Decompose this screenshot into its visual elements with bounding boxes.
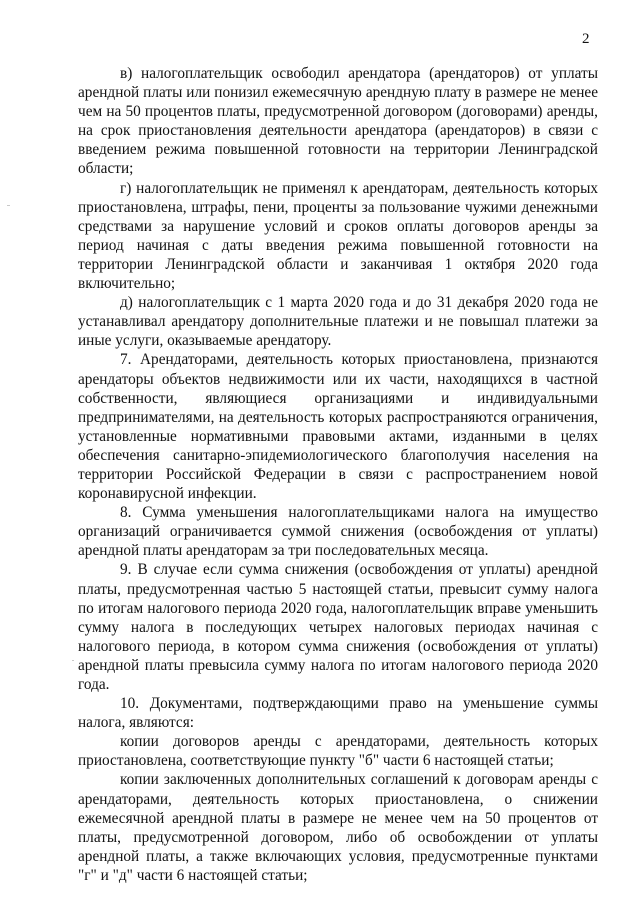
paragraph-7: 7. Арендаторами, деятельность которых приостановлена, признаются арендаторы объектов недвижимости или их части, находящихся в частной собственности, являющиеся организациями и индивидуальными предпринимателями, на деятельность которых распространяются ограничения, установленные нормативными правовыми актами, изданными в целях обеспечения санитарно-эпидемиологического благополучия населения на территории Российской Федерации в связи с распространением новой коронавирусной инфекции. — [78, 351, 598, 503]
list-item-supplementary-agreements: копии заключенных дополнительных соглашений к договорам аренды с арендаторами, деятельность которых приостановлена, о снижении ежемесячной арендной платы в размере не менее чем на 50 процентов от платы, предусмотренной договором, либо об освобождении от уплаты арендной платы, а также включающих условия, предусмотренные пунктами "г" и "д" части 6 настоящей статьи; — [78, 771, 598, 884]
document-body — [78, 64, 598, 885]
paragraph-item-d: д) налогоплательщик с 1 марта 2020 года и до 31 декабря 2020 года не устанавливал арендатору дополнительные платежи и не повышал платежи за иные услуги, оказываемые арендатору. — [78, 294, 598, 350]
paragraph-8: 8. Сумма уменьшения налогоплательщиками налога на имущество организаций ограничивается суммой снижения (освобождения от уплаты) арендной платы арендаторам за три последовательных месяца. — [78, 504, 598, 560]
paragraph-10: 10. Документами, подтверждающими право на уменьшение суммы налога, являются: — [78, 695, 598, 732]
list-item-lease-copies: копии договоров аренды с арендаторами, деятельность которых приостановлена, соответствующие пункту "б" части 6 настоящей статьи; — [78, 733, 598, 770]
paragraph-9: 9. В случае если сумма снижения (освобождения от уплаты) арендной платы, предусмотренная частью 5 настоящей статьи, превысит сумму налога по итогам налогового периода 2020 года, налогоплательщик вправе уменьшить сумму налога в последующих четырех налоговых периодах начиная с налогового периода, в котором сумма снижения (освобождения от уплаты) арендной платы превысила сумму налога по итогам налогового периода 2020 года. — [78, 561, 598, 693]
scan-artifact — [7, 205, 10, 206]
scan-artifact — [72, 660, 74, 661]
paragraph-item-g: г) налогоплательщик не применял к арендаторам, деятельность которых приостановлена, штрафы, пени, проценты за пользование чужими денежными средствами за нарушение условий и сроков оплаты договоров аренды за период начиная с даты введения режима повышенной готовности на территории Ленинградской области и заканчивая 1 октября 2020 года включительно; — [78, 179, 598, 293]
page-number: 2 — [582, 31, 590, 47]
paragraph-item-v: в) налогоплательщик освободил арендатора (арендаторов) от уплаты арендной платы или понизил ежемесячную арендную плату в размере не менее чем на 50 процентов платы, предусмотренной договором (договорами) аренды, на срок приостановления деятельности арендатора (арендаторов) в связи с введением режима повышенной готовности на территории Ленинградской области; — [78, 65, 598, 178]
